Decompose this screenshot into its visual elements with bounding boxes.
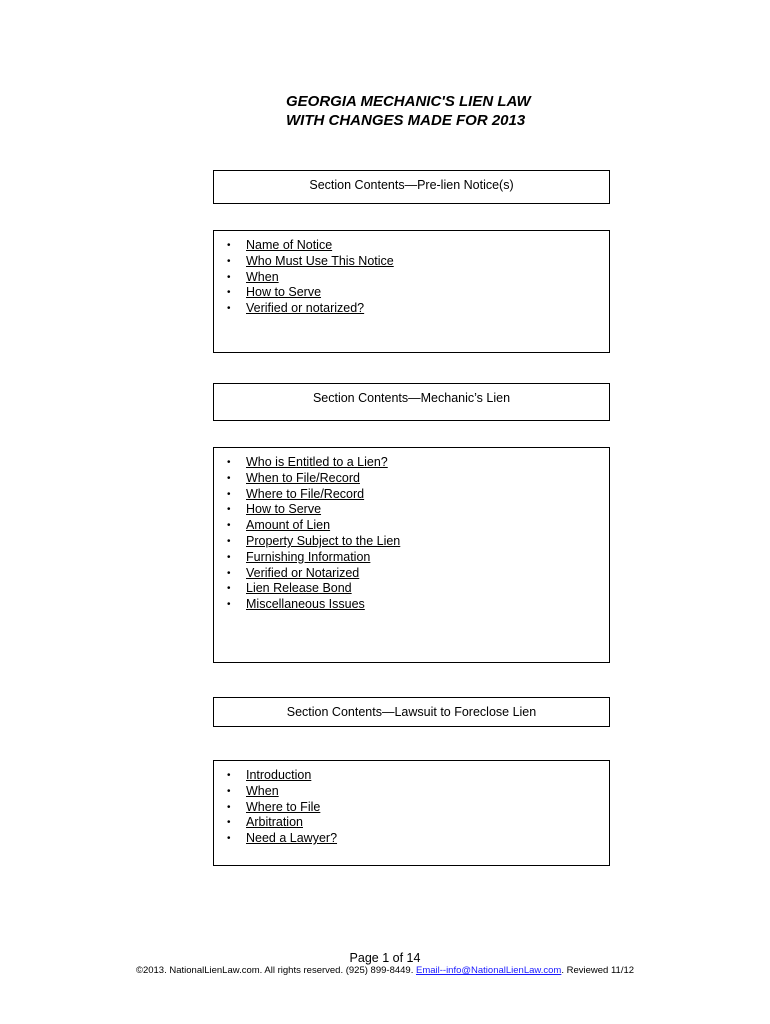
list-item[interactable] [214,800,609,816]
list-item[interactable] [214,455,609,471]
bullet-icon: • [227,583,231,595]
document-title [286,92,531,130]
section-list-pre-lien [213,230,610,353]
toc-link[interactable]: Where to File/Record [246,486,365,501]
section-list-mechanics-lien [213,447,610,663]
toc-link[interactable]: Verified or Notarized [246,565,360,580]
toc-link[interactable]: How to Serve [246,502,322,517]
section-header-label: Section Contents—Pre-lien Notice(s) [309,178,514,192]
toc-link[interactable]: How to Serve [246,285,322,300]
list-item[interactable] [214,254,609,270]
list-item[interactable] [214,597,609,613]
section-header-label: Section Contents—Mechanic’s Lien [312,391,511,405]
bullet-icon: • [227,785,231,797]
bullet-icon: • [227,303,231,315]
list-item[interactable] [214,301,609,317]
bullet-icon: • [227,457,231,468]
section-header-mechanics-lien [213,383,610,421]
bullet-icon: • [227,472,231,484]
bullet-icon: • [227,770,231,781]
bullet-icon: • [227,599,231,611]
toc-link[interactable]: Where to File [246,799,321,814]
bullet-icon: • [227,833,231,845]
bullet-icon: • [227,535,231,547]
list-item[interactable] [214,285,609,301]
list-item[interactable] [214,831,609,847]
copyright-prefix: ©2013. NationalLienLaw.com. All rights reserved. (925) 899-8449. [135,965,416,976]
list-item[interactable] [214,518,609,534]
list-item[interactable] [214,581,609,597]
toc-link[interactable]: Miscellaneous Issues [246,597,365,612]
bullet-icon: • [227,504,231,516]
list-item[interactable] [214,471,609,487]
list-item[interactable] [214,550,609,566]
bullet-icon: • [227,240,231,251]
bullet-icon: • [227,255,231,267]
bullet-icon: • [227,287,231,299]
toc-link[interactable]: Name of Notice [246,238,333,252]
toc-link[interactable]: Who is Entitled to a Lien? [246,455,388,469]
bullet-icon: • [227,567,231,579]
toc-link[interactable]: Verified or notarized? [246,301,365,316]
toc-link[interactable]: When [246,269,279,284]
list-item[interactable] [214,784,609,800]
bullet-icon: • [227,488,231,500]
list-item[interactable] [214,502,609,518]
title-line-2: WITH CHANGES MADE FOR 2013 [286,112,526,129]
section-list-lawsuit [213,760,610,866]
bullet-icon: • [227,551,231,563]
page-number: Page 1 of 14 [349,951,421,965]
bullet-icon: • [227,817,231,829]
bullet-icon: • [227,271,231,283]
bullet-icon: • [227,520,231,532]
toc-link[interactable]: Amount of Lien [246,518,331,533]
list-item[interactable] [214,270,609,286]
toc-link[interactable]: Need a Lawyer? [246,831,338,846]
toc-link[interactable]: Lien Release Bond [246,581,352,596]
copyright-line [0,965,770,976]
list-item[interactable] [214,487,609,503]
copyright-suffix: . Reviewed 11/12 [561,965,635,976]
toc-link[interactable]: Arbitration [246,815,303,830]
list-item[interactable] [214,238,609,254]
toc-link[interactable]: Furnishing Information [246,549,371,564]
section-header-lawsuit [213,697,610,727]
section-header-label: Section Contents—Lawsuit to Foreclose Lien [286,705,537,719]
list-item[interactable] [214,768,609,784]
toc-link[interactable]: Property Subject to the Lien [246,533,401,548]
toc-link[interactable]: When [246,783,279,798]
title-line-1: GEORGIA MECHANIC'S LIEN LAW [286,93,531,110]
toc-link[interactable]: When to File/Record [246,470,360,485]
list-item[interactable] [214,566,609,582]
bullet-icon: • [227,801,231,813]
list-item[interactable] [214,815,609,831]
toc-link[interactable]: Introduction [246,768,312,782]
list-item[interactable] [214,534,609,550]
email-link[interactable]: Email--info@NationalLienLaw.com [415,965,562,976]
toc-link[interactable]: Who Must Use This Notice [246,253,394,268]
section-header-pre-lien [213,170,610,204]
